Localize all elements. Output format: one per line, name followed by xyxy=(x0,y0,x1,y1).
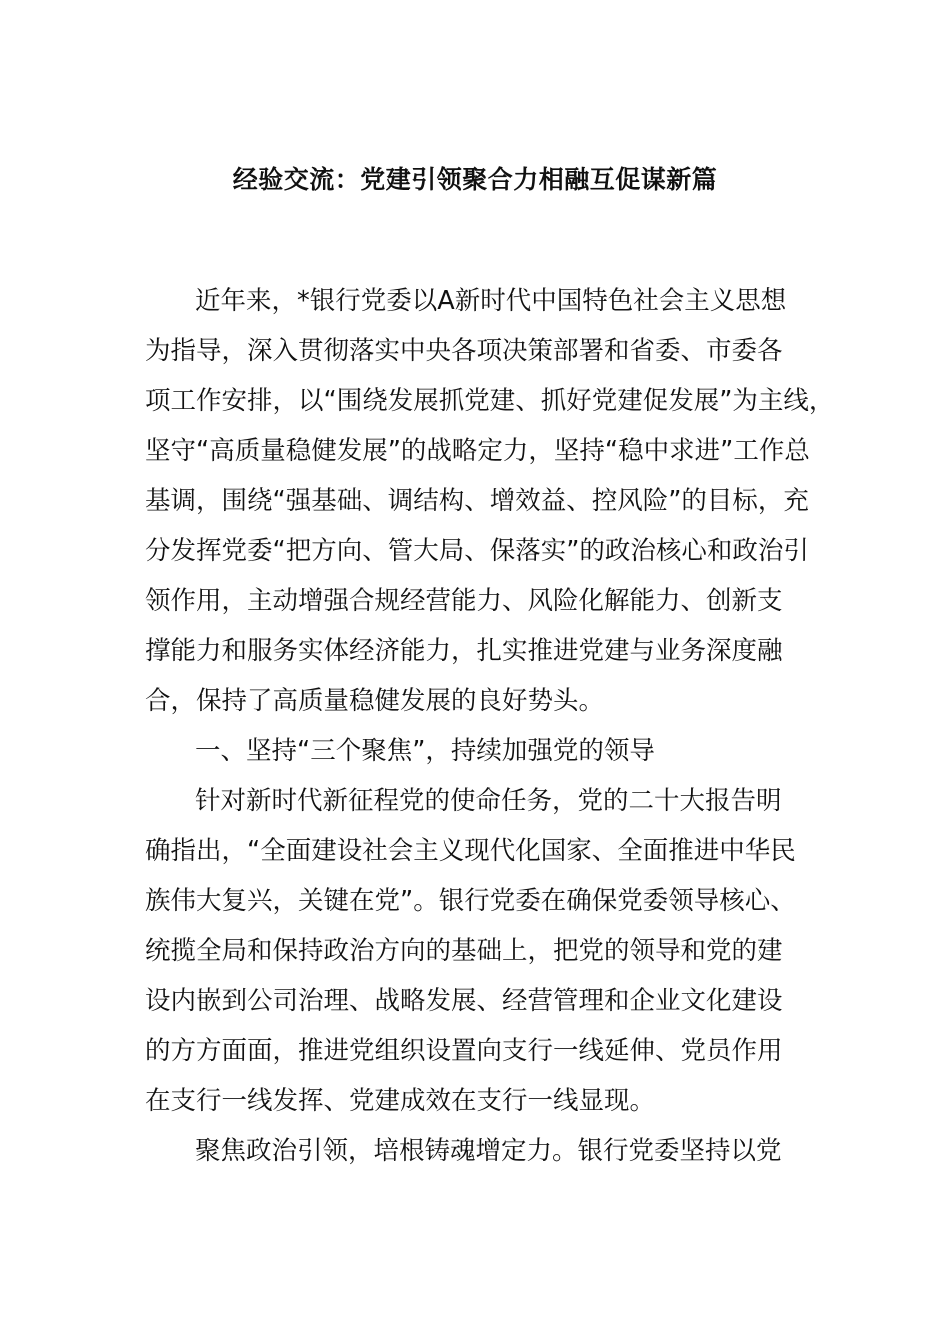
paragraph-line: 项工作安排，以“围绕发展抓党建、抓好党建促发展”为主线， xyxy=(145,386,835,416)
paragraph-line: 近年来，*银行党委以A新时代中国特色社会主义思想 xyxy=(195,286,787,316)
document-title: 经验交流：党建引领聚合力相融互促谋新篇 xyxy=(232,165,718,194)
paragraph-line: 合，保持了高质量稳健发展的良好势头。 xyxy=(145,686,605,716)
paragraph-line: 聚焦政治引领，培根铸魂增定力。银行党委坚持以党 xyxy=(195,1136,782,1166)
paragraph-line: 基调，围绕“强基础、调结构、增效益、控风险”的目标，充 xyxy=(145,486,809,516)
paragraph-line: 确指出，“全面建设社会主义现代化国家、全面推进中华民 xyxy=(145,836,796,866)
paragraph-line: 撑能力和服务实体经济能力，扎实推进党建与业务深度融 xyxy=(145,636,783,666)
paragraph-line: 坚守“高质量稳健发展”的战略定力，坚持“稳中求进”工作总 xyxy=(145,436,810,466)
paragraph-line: 统揽全局和保持政治方向的基础上，把党的领导和党的建 xyxy=(145,936,783,966)
paragraph-line: 设内嵌到公司治理、战略发展、经营管理和企业文化建设 xyxy=(145,986,783,1016)
paragraph-line: 族伟大复兴，关键在党”。银行党委在确保党委领导核心、 xyxy=(145,886,796,916)
paragraph-line: 为指导，深入贯彻落实中央各项决策部署和省委、市委各 xyxy=(145,336,783,366)
section-heading: 一、坚持“三个聚焦”，持续加强党的领导 xyxy=(195,736,655,766)
paragraph-line: 领作用，主动增强合规经营能力、风险化解能力、创新支 xyxy=(145,586,783,616)
paragraph-line: 的方方面面，推进党组织设置向支行一线延伸、党员作用 xyxy=(145,1036,783,1066)
paragraph-line: 在支行一线发挥、党建成效在支行一线显现。 xyxy=(145,1086,656,1116)
paragraph-line: 针对新时代新征程党的使命任务，党的二十大报告明 xyxy=(195,786,782,816)
paragraph-line: 分发挥党委“把方向、管大局、保落实”的政治核心和政治引 xyxy=(145,536,809,566)
